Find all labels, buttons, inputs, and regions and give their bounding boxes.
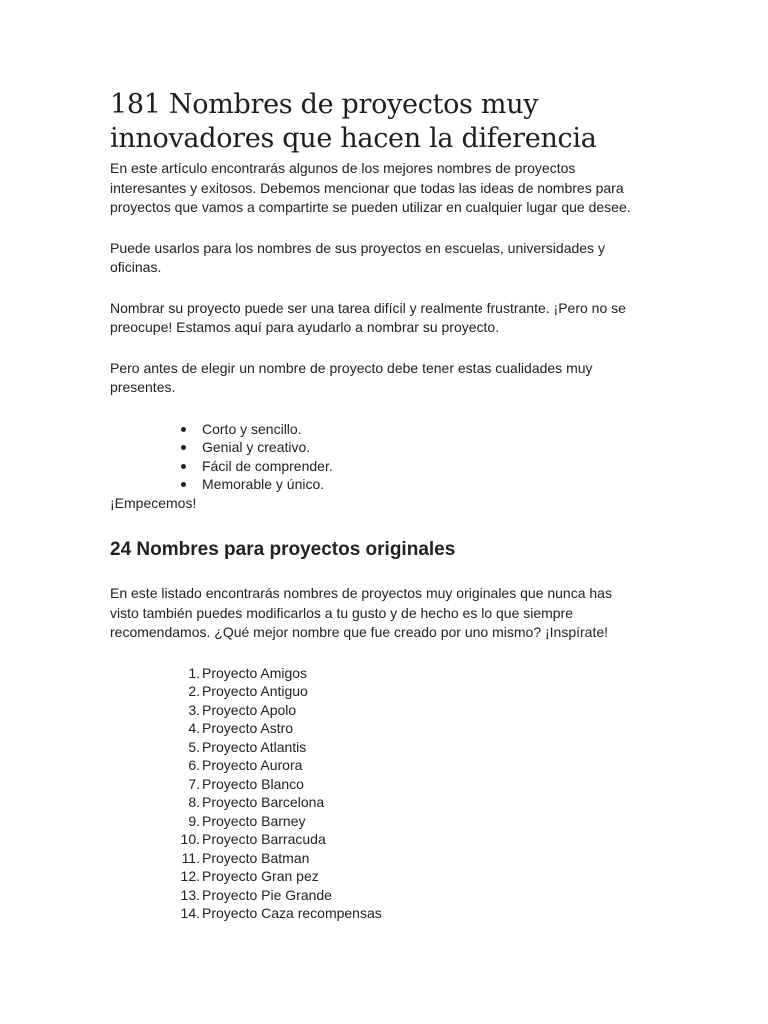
section-paragraph: En este listado encontrarás nombres de proyectos muy originales que nunca has visto también puedes modificarlos a tu gusto y de hecho es lo que siempre recomendamos. ¿Qué mejor nombre que fue creado por uno mismo? ¡Inspírate! bbox=[110, 585, 612, 640]
list-item: Proyecto Pie Grande bbox=[202, 886, 332, 903]
list-item: Proyecto Caza recompensas bbox=[202, 905, 382, 921]
list-item: Proyecto Atlantis bbox=[202, 738, 307, 755]
list-item: Genial y creativo. bbox=[202, 438, 650, 457]
list-item: Fácil de comprender. bbox=[202, 457, 650, 476]
list-item: Proyecto Antiguo bbox=[202, 683, 308, 699]
list-item: Proyecto Gran pez bbox=[202, 868, 319, 884]
list-item: Proyecto Apolo bbox=[202, 701, 297, 718]
list-item: Proyecto Barney bbox=[202, 812, 306, 829]
list-item: Proyecto Batman bbox=[202, 849, 310, 866]
list-item: Proyecto Barracuda bbox=[202, 831, 326, 847]
intro-paragraph-4: Pero antes de elegir un nombre de proyecto debe tener estas cualidades muy presentes. bbox=[110, 359, 593, 395]
intro-paragraph-3: Nombrar su proyecto puede ser una tarea difícil y realmente frustrante. ¡Pero no se preocupe! Estamos aquí para ayudarlo a nombrar su proyecto. bbox=[110, 299, 626, 335]
list-item: Proyecto Aurora bbox=[202, 757, 303, 773]
start-text: ¡Empecemos! bbox=[110, 494, 197, 511]
list-item: Proyecto Barcelona bbox=[202, 794, 325, 810]
section-heading: 24 Nombres para proyectos originales bbox=[110, 539, 456, 560]
list-item: Memorable y único. bbox=[202, 475, 650, 494]
list-item: Proyecto Blanco bbox=[202, 775, 304, 792]
list-item: Corto y sencillo. bbox=[202, 420, 650, 439]
qualities-list bbox=[110, 420, 650, 494]
document-page bbox=[110, 88, 650, 923]
project-names-list bbox=[110, 664, 650, 923]
document-title: 181 Nombres de proyectos muy innovadores que hacen la diferencia bbox=[110, 89, 597, 154]
intro-paragraph-1: En este artículo encontrarás algunos de los mejores nombres de proyectos interesantes y exitosos. Debemos mencionar que todas las ideas de nombres para proyectos que vamos a compartirte se pueden utilizar en cualquier lugar que desee. bbox=[110, 160, 631, 215]
intro-paragraph-2: Puede usarlos para los nombres de sus proyectos en escuelas, universidades y oficinas. bbox=[110, 239, 605, 275]
list-item: Proyecto Amigos bbox=[202, 664, 308, 681]
list-item: Proyecto Astro bbox=[202, 720, 294, 736]
